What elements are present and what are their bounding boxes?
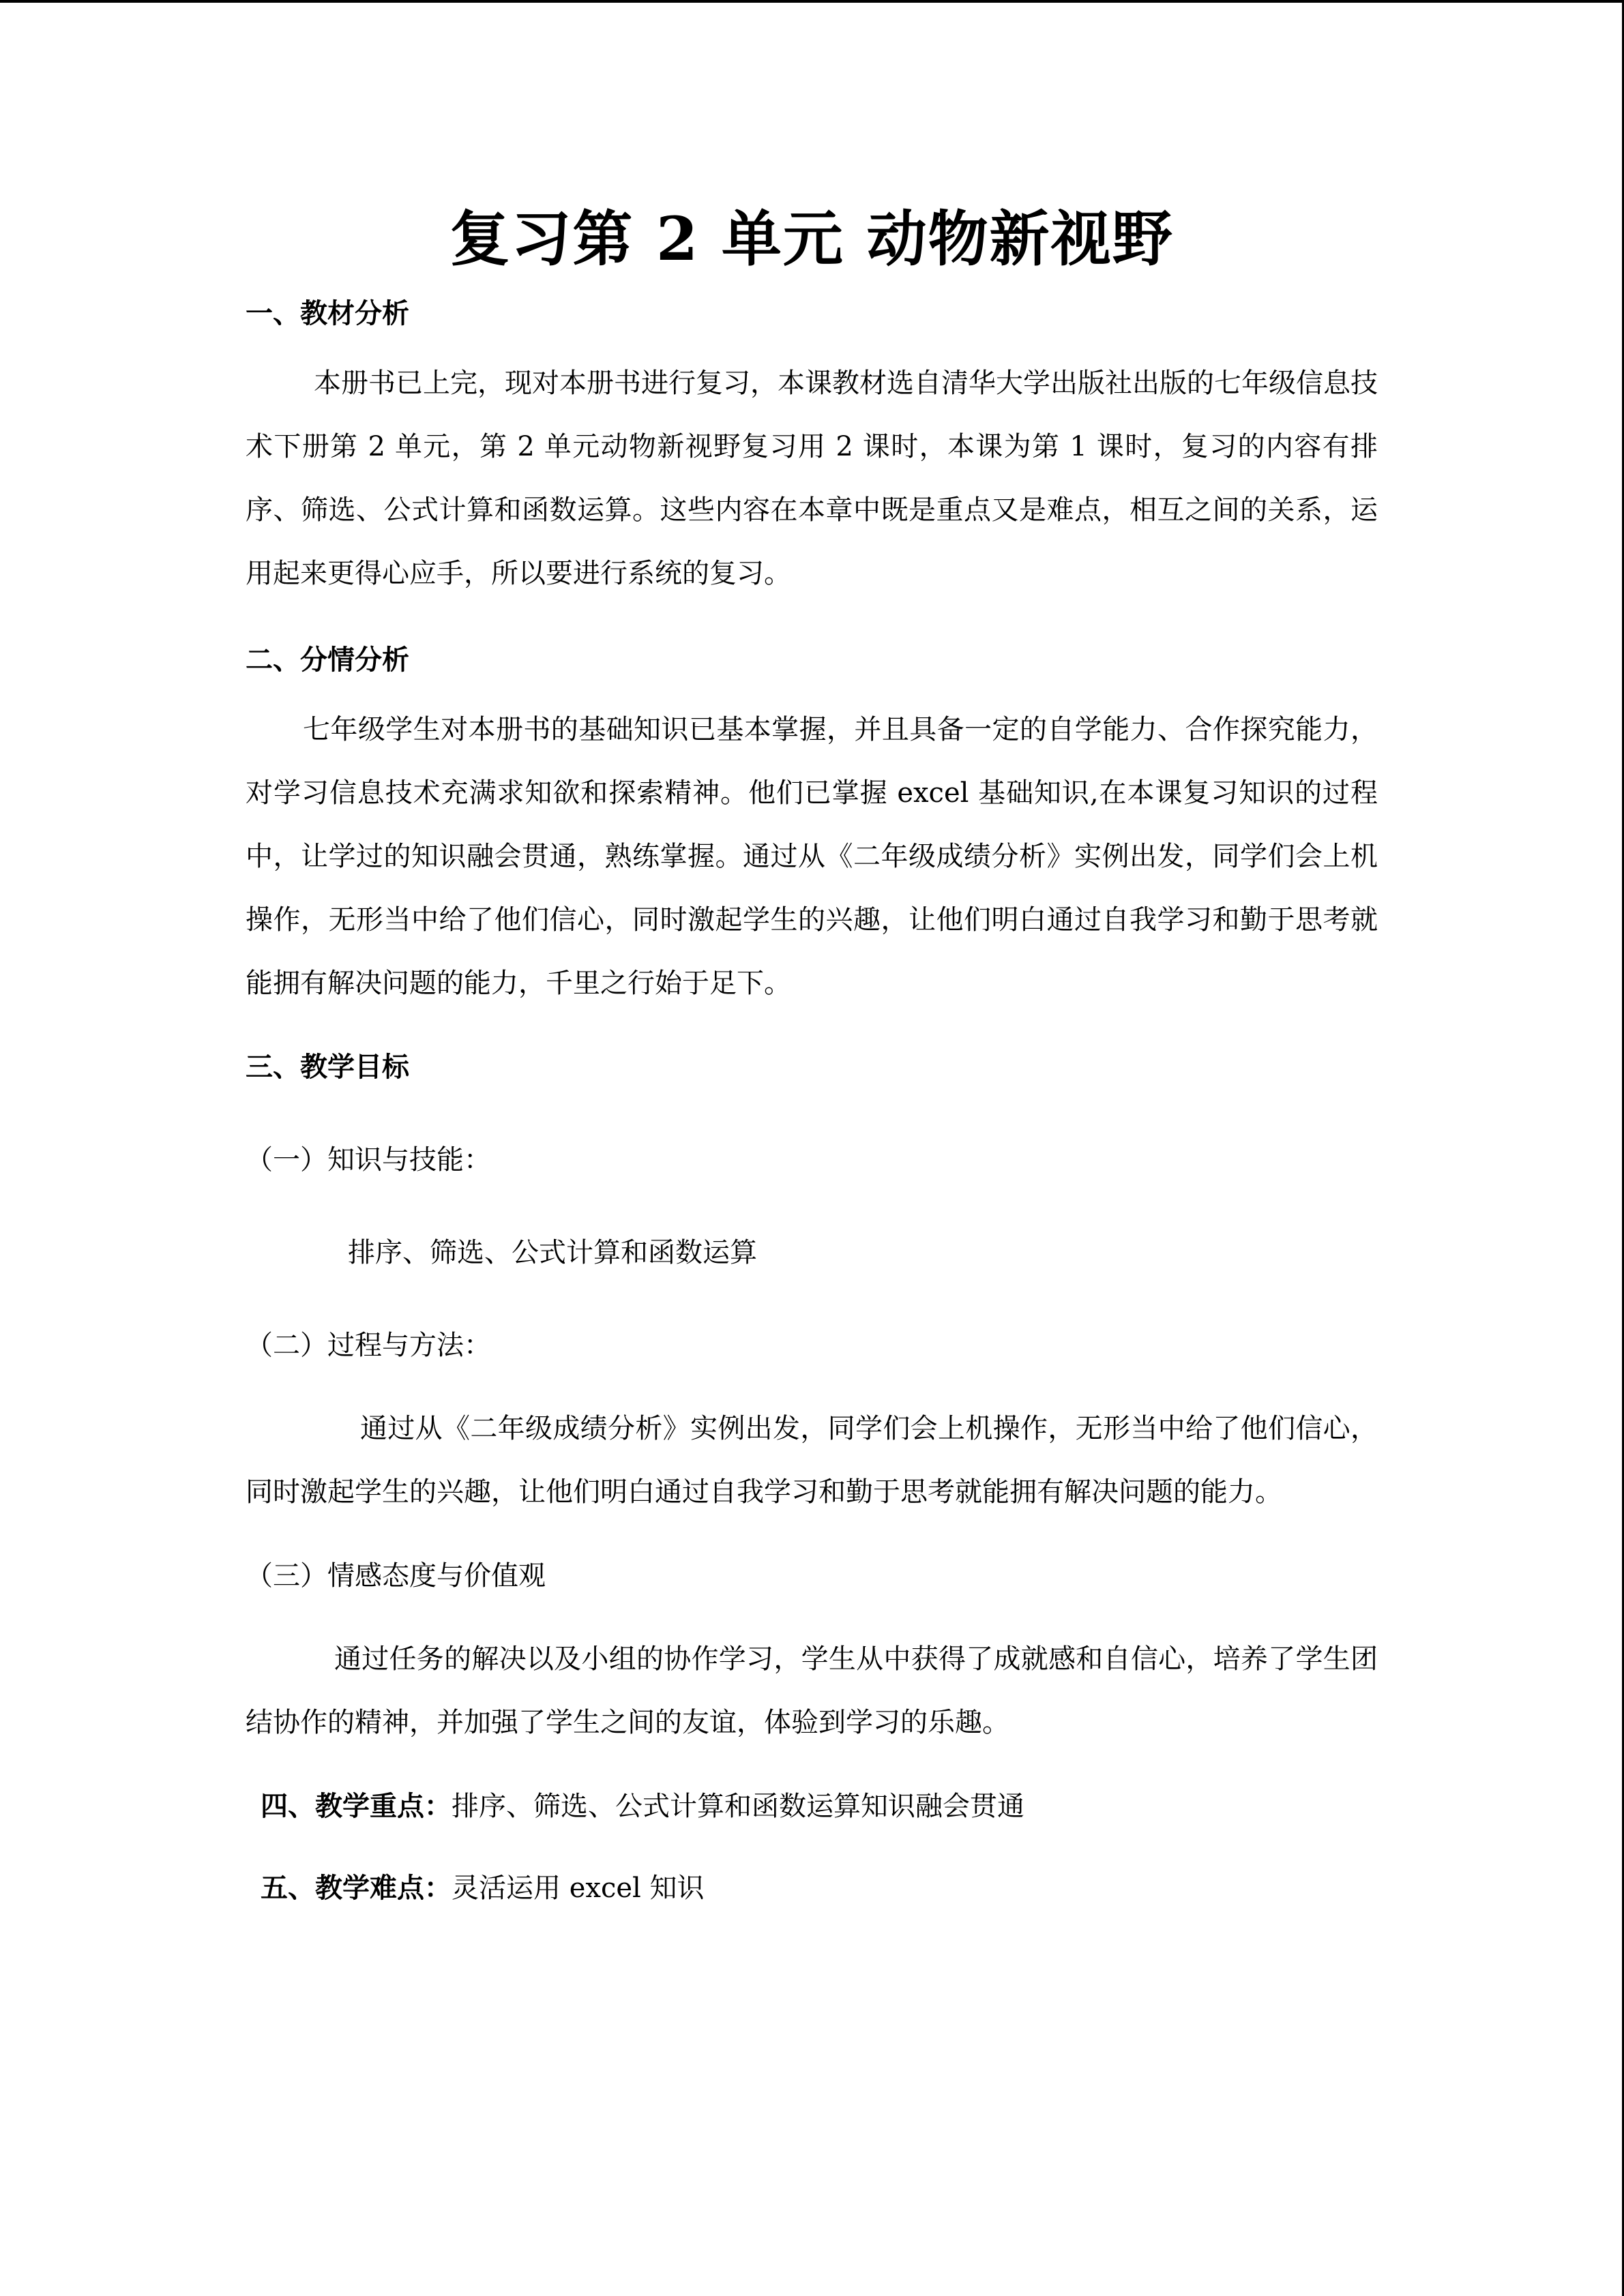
student-analysis-paragraph: 七年级学生对本册书的基础知识已基本掌握，并且具备一定的自学能力、合作探究能力，对学习信息技术充满求知欲和探索精神。他们已掌握 excel 基础知识,在本课复习知识的过程中，让学过的知识融会贯通，熟练掌握。通过从《二年级成绩分析》实例出发，同学们会上机操作，无形当中给了他们信心，同时激起学生的兴趣，让他们明白通过自我学习和勤于思考就能拥有解决问题的能力，千里之行始于足下。: [246, 714, 1378, 999]
objective-knowledge-skills-content: 排序、筛选、公式计算和函数运算: [348, 1237, 757, 1268]
objective-process-method-paragraph: 通过从《二年级成绩分析》实例出发，同学们会上机操作，无形当中给了他们信心，同时激起学生的兴趣，让他们明白通过自我学习和勤于思考就能拥有解决问题的能力。: [246, 1413, 1378, 1508]
teaching-difficulty-text: 灵活运用 excel 知识: [452, 1873, 705, 1904]
section-heading-teaching-objectives: 三、教学目标: [246, 1051, 409, 1083]
objective-process-method-label: （二）过程与方法：: [246, 1330, 491, 1361]
teaching-difficulty-label: 五、教学难点：: [261, 1872, 452, 1904]
section-heading-student-analysis: 二、分情分析: [246, 644, 409, 676]
teaching-difficulty: [246, 1868, 1378, 1909]
objective-attitude-values-paragraph: 通过任务的解决以及小组的协作学习，学生从中获得了成就感和自信心，培养了学生团结协作的精神，并加强了学生之间的友谊，体验到学习的乐趣。: [246, 1643, 1378, 1738]
objective-attitude-values-label: （三）情感态度与价值观: [246, 1560, 546, 1592]
section-heading-textbook-analysis: 一、教材分析: [246, 297, 409, 329]
textbook-analysis-paragraph: 本册书已上完，现对本册书进行复习，本课教材选自清华大学出版社出版的七年级信息技术下册第 2 单元，第 2 单元动物新视野复习用 2 课时，本课为第 1 课时，复习的内容有排序、筛选、公式计算和函数运算。这些内容在本章中既是重点又是难点，相互之间的关系，运用起来更得心应手，所以要进行系统的复习。: [246, 368, 1378, 589]
document-body: [246, 191, 1378, 1909]
teaching-key-point-label: 四、教学重点：: [261, 1790, 452, 1822]
document-title: 复习第 2 单元 动物新视野: [449, 203, 1174, 274]
page-top-border: [0, 0, 1624, 3]
objective-knowledge-skills-label: （一）知识与技能：: [246, 1144, 491, 1176]
teaching-key-point-text: 排序、筛选、公式计算和函数运算知识融会贯通: [452, 1791, 1024, 1822]
teaching-key-point: [246, 1786, 1378, 1827]
